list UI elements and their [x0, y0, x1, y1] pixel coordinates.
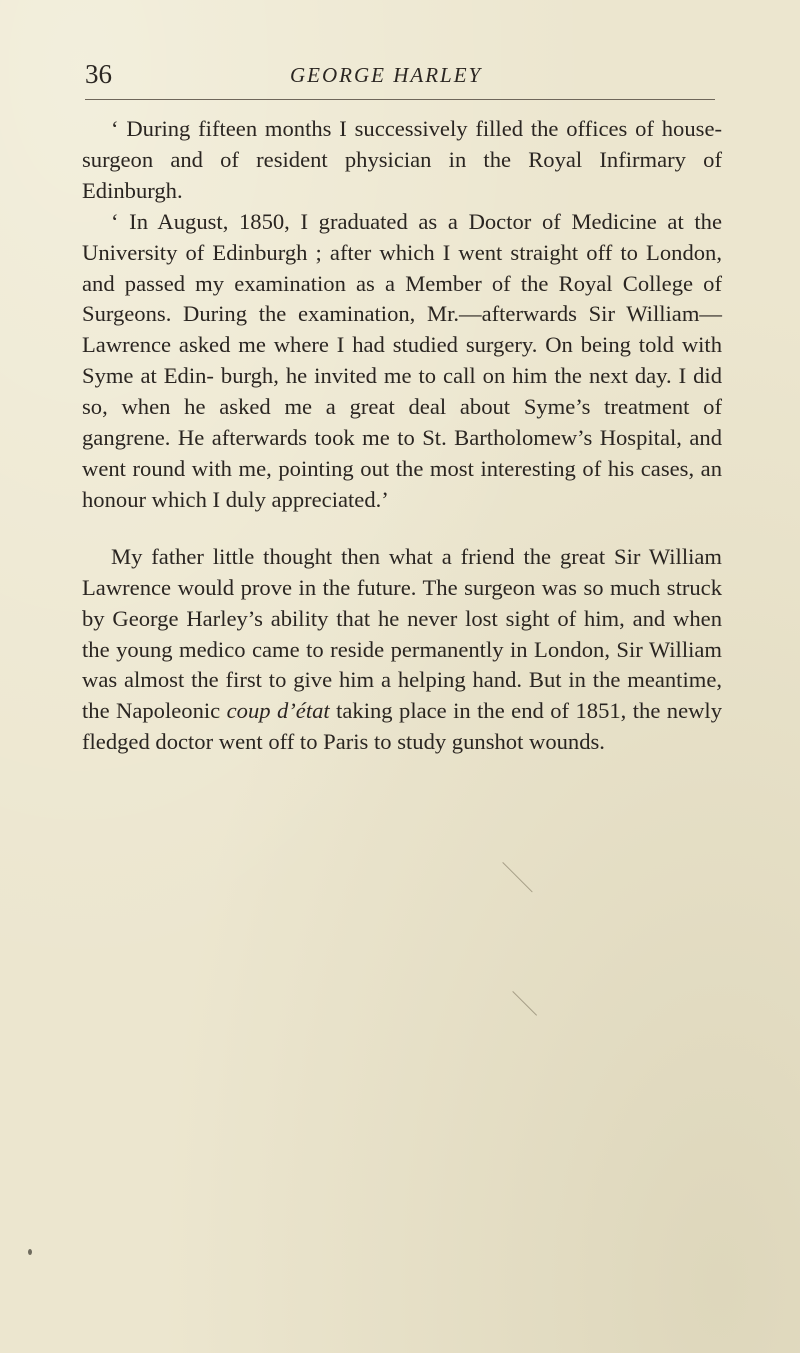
- paragraph-lawrence-text-end: taking place in the end of 1851, the newly fledged doctor went off to Paris to study gunshot wounds.: [82, 698, 722, 755]
- italic-phrase: coup d’état: [226, 698, 330, 724]
- paragraph-lawrence-text-start: My father little thought then what a friend the great Sir William Lawrence would prove in the future. The surgeon was so much struck by George Harley’s ability that he never lost sight of him, and when the young medico came to reside permanently in London, Sir William was almost the first to give him a helping hand. But in the meantime, the Napoleonic: [82, 543, 722, 724]
- paper-speck: [28, 1249, 32, 1255]
- paper-scratch-mark: [512, 991, 537, 1016]
- header-rule: [85, 99, 715, 100]
- paragraph-gap: [82, 516, 722, 542]
- paragraph-graduation: ‘ In August, 1850, I graduated as a Doctor of Medicine at the University of Edinburgh ; after which I went straight off to London, and passed my examination as a Member of the Royal College of Surgeons. During the examination, Mr.—afterwards Sir William—Lawrence asked me where I had studied surgery. On being told with Syme at Edin- burgh, he invited me to call on him the next day. I did so, when he asked me a great deal about Syme’s treatment of gangrene. He afterwards took me to St. Bartholomew’s Hospital, and went round with me, pointing out the most interesting of his cases, an honour which I duly appreciated.’: [82, 208, 722, 512]
- paragraph-residency: ‘ During fifteen months I successively filled the offices of house-surgeon and of resident physician in the Royal Infirmary of Edinburgh.: [82, 116, 722, 203]
- running-head: [85, 58, 715, 98]
- body-text: [82, 114, 722, 758]
- running-title: GEORGE HARLEY: [290, 63, 483, 87]
- page-number: 36: [85, 59, 112, 89]
- paper-scratch-mark: [502, 862, 532, 892]
- paragraph-lawrence: [82, 542, 722, 758]
